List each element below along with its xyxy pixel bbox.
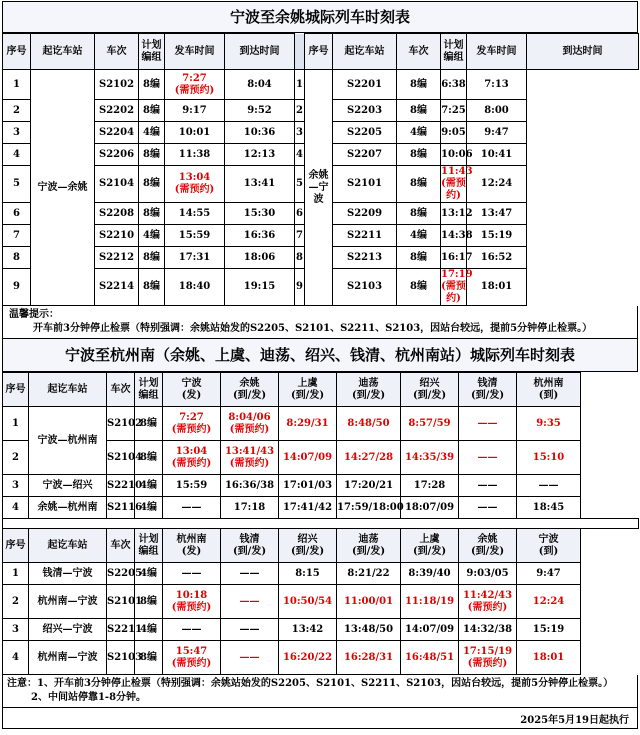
t2-time: —— (459, 441, 517, 475)
t2-down-header-cell: 宁波 (到) (517, 529, 581, 563)
t2-spacer (3, 519, 639, 529)
t1-cars: 4编 (397, 225, 441, 247)
t1-h-seq-left: 序号 (3, 34, 31, 70)
table1-title: 宁波至余姚城际列车时刻表 (2, 1, 638, 33)
t2-down-row (3, 585, 639, 619)
t1-train: S2101 (333, 166, 397, 203)
t1-seq: 4 (295, 144, 305, 166)
t1-dep: 9:05 (441, 122, 467, 144)
t2-time: 15:47 (需预约) (163, 641, 221, 675)
t1-train: S2205 (333, 122, 397, 144)
t1-train: S2213 (333, 247, 397, 269)
t2-time: —— (163, 619, 221, 641)
t2-time: —— (163, 563, 221, 585)
t1-h-plan-right: 计划 编组 (441, 34, 467, 70)
t1-dep: 14:38 (441, 225, 467, 247)
t2-down-header-cell: 车次 (107, 529, 135, 563)
t2-time: 8:48/50 (337, 407, 401, 441)
t2-train: S2101 (107, 585, 135, 619)
t1-seq: 9 (295, 269, 305, 306)
t1-seq: 6 (3, 203, 31, 225)
t2-route: 杭州南—宁波 (29, 585, 107, 619)
t1-seq: 2 (3, 100, 31, 122)
t2-down-row (3, 641, 639, 675)
t2-time: 14:35/39 (401, 441, 459, 475)
t2-down-header-cell: 余姚 (到/发) (459, 529, 517, 563)
table1-body (3, 70, 639, 306)
t1-seq: 1 (295, 70, 305, 100)
t2-up-header-cell: 钱清 (到/发) (459, 373, 517, 407)
t2-down-header-cell: 杭州南 (发) (163, 529, 221, 563)
t2-up-header (3, 373, 639, 407)
t2-time: 15:19 (517, 619, 581, 641)
t1-cars: 8编 (397, 203, 441, 225)
t2-seq: 4 (3, 641, 29, 675)
t1-seq: 9 (3, 269, 31, 306)
t1-seq: 5 (295, 166, 305, 203)
t2-down-header-cell: 序号 (3, 529, 29, 563)
t1-dep: 14:55 (165, 203, 225, 225)
t2-time: 8:39/40 (401, 563, 459, 585)
t2-time: —— (163, 497, 221, 519)
t1-arr: 8:00 (467, 100, 527, 122)
t2-up-header-cell: 计划 编组 (135, 373, 163, 407)
t1-dep: 9:17 (165, 100, 225, 122)
t2-time: 11:18/19 (401, 585, 459, 619)
t2-time: 13:42 (279, 619, 337, 641)
t1-dep: 10:06 (441, 144, 467, 166)
t1-cars: 8编 (139, 100, 165, 122)
t1-train: S2203 (333, 100, 397, 122)
t1-arr: 10:41 (467, 144, 527, 166)
t1-dep: 7:25 (441, 100, 467, 122)
t1-arr: 13:47 (467, 203, 527, 225)
t1-h-train-left: 车次 (95, 34, 139, 70)
t2-route: 余姚—杭州南 (29, 497, 107, 519)
t1-arr: 13:41 (225, 166, 295, 203)
t1-dep: 17:19 (需预约) (441, 269, 473, 304)
t1-arr: 16:52 (467, 247, 527, 269)
t1-h-arr-left: 到达时间 (225, 34, 295, 70)
t1-train: S2208 (95, 203, 139, 225)
t1-arr: 9:47 (467, 122, 527, 144)
t1-arr: 12:24 (467, 166, 527, 203)
t2-down-header-cell: 计划 编组 (135, 529, 163, 563)
t1-arr: 15:30 (225, 203, 295, 225)
t1-seq: 6 (295, 203, 305, 225)
t2-time: 10:18 (需预约) (163, 585, 221, 619)
t1-h-dep-left: 发车时间 (165, 34, 225, 70)
t2-route: 杭州南—宁波 (29, 641, 107, 675)
t2-time: 16:28/31 (337, 641, 401, 675)
t2-seq: 4 (3, 497, 29, 519)
t2-route: 宁波—绍兴 (29, 475, 107, 497)
t1-cars: 8编 (139, 203, 165, 225)
t1-seq: 3 (295, 122, 305, 144)
t2-time: 12:24 (517, 585, 581, 619)
t1-cars: 4编 (139, 122, 165, 144)
table2 (2, 372, 639, 675)
t1-arr: 9:52 (225, 100, 295, 122)
t2-cars: 8编 (135, 641, 163, 675)
t2-train: S2104 (107, 441, 135, 475)
t1-seq: 1 (3, 70, 31, 100)
t2-time: 17:15/19 (需预约) (459, 641, 517, 675)
t2-time: 18:01 (517, 641, 581, 675)
t2-time: 16:20/22 (279, 641, 337, 675)
t2-down-header-cell: 钱清 (到/发) (221, 529, 279, 563)
t1-dep: 11:38 (165, 144, 225, 166)
t2-time: 14:07/09 (279, 441, 337, 475)
t1-arr: 18:01 (467, 269, 527, 306)
t2-time: 17:01/03 (279, 475, 337, 497)
t2-up-row (3, 407, 639, 441)
t1-train: S2207 (333, 144, 397, 166)
t1-train: S2214 (95, 269, 139, 306)
t1-cars: 8编 (139, 269, 165, 306)
effective-date: 2025年5月19日起执行 (2, 708, 638, 729)
t2-cars: 4编 (135, 497, 163, 519)
t2-up-header-cell: 宁波 (发) (163, 373, 221, 407)
t1-dep: 6:38 (441, 70, 467, 100)
table2-title: 宁波至杭州南（余姚、上虞、迪荡、绍兴、钱清、杭州南站）城际列车时刻表 (2, 339, 638, 372)
t1-seq: 2 (295, 100, 305, 122)
table2-body (3, 373, 639, 675)
t1-note-label: 温馨提示： (9, 309, 59, 320)
t2-notes (2, 675, 638, 708)
t1-train: S2201 (333, 70, 397, 100)
t2-time: 15:10 (517, 441, 581, 475)
t1-cars: 4编 (397, 122, 441, 144)
t1-h-route-left: 起讫车站 (31, 34, 95, 70)
t1-cars: 8编 (397, 70, 441, 100)
t2-down-row (3, 619, 639, 641)
t1-dep: 18:40 (165, 269, 225, 306)
t2-time: —— (459, 475, 517, 497)
t2-up-row (3, 475, 639, 497)
t2-cars: 4编 (135, 475, 163, 497)
t2-down-header-cell: 上虞 (到/发) (401, 529, 459, 563)
t2-cars: 4编 (135, 619, 163, 641)
t1-dep: 15:59 (165, 225, 225, 247)
t1-train: S2209 (333, 203, 397, 225)
t1-h-train-right: 车次 (397, 34, 441, 70)
t2-cars: 8编 (135, 585, 163, 619)
t1-dep: 13:04 (需预约) (165, 166, 225, 203)
table1 (2, 33, 639, 306)
t1-cars: 8编 (397, 247, 441, 269)
t1-seq: 7 (295, 225, 305, 247)
t2-time: 9:35 (517, 407, 581, 441)
t2-up-header-cell: 迪荡 (到/发) (337, 373, 401, 407)
t1-dep: 13:12 (441, 203, 467, 225)
t1-train: S2206 (95, 144, 139, 166)
t2-time: —— (221, 563, 279, 585)
t2-route: 绍兴—宁波 (29, 619, 107, 641)
t1-train: S2204 (95, 122, 139, 144)
t1-seq: 8 (295, 247, 305, 269)
t2-time: 8:04/06 (需预约) (221, 407, 279, 441)
t2-time: 18:07/09 (401, 497, 459, 519)
t2-seq: 3 (3, 475, 29, 497)
t2-route: 钱清—宁波 (29, 563, 107, 585)
t2-time: —— (221, 619, 279, 641)
t1-cars: 8编 (397, 269, 441, 306)
t1-arr: 15:19 (467, 225, 527, 247)
t2-time: 9:47 (517, 563, 581, 585)
t1-arr: 10:36 (225, 122, 295, 144)
t1-cars: 8编 (397, 100, 441, 122)
t1-h-seq-right: 序号 (305, 34, 333, 70)
t2-train: S2205 (107, 563, 135, 585)
t1-separator (295, 34, 305, 70)
t1-note-text: 开车前3分钟停止检票（特别强调：余姚站始发的S2205、S2101、S2211、S2103，因站台较远，提前5分钟停止检票。） (33, 323, 593, 334)
t1-arr: 19:15 (225, 269, 295, 306)
t1-dep: 11:43 (需预约) (441, 166, 473, 201)
t2-seq: 1 (3, 407, 29, 441)
t1-dep: 17:31 (165, 247, 225, 269)
t1-train: S2202 (95, 100, 139, 122)
t2-cars: 8编 (135, 441, 163, 475)
t1-train: S2210 (95, 225, 139, 247)
t2-time: —— (517, 475, 581, 497)
t1-dep: 10:01 (165, 122, 225, 144)
t2-cars: 4编 (135, 563, 163, 585)
t2-up-header-cell: 序号 (3, 373, 29, 407)
t1-h-dep-right: 发车时间 (467, 34, 527, 70)
t1-h-arr-right: 到达时间 (527, 34, 639, 70)
t1-route-left: 宁波—余姚 (31, 70, 95, 306)
t1-train: S2103 (333, 269, 397, 306)
t2-time: 13:41/43 (需预约) (221, 441, 279, 475)
t2-up-header-cell: 余姚 (到/发) (221, 373, 279, 407)
t2-time: 10:50/54 (279, 585, 337, 619)
t2-up-header-cell: 上虞 (到/发) (279, 373, 337, 407)
t2-time: 17:20/21 (337, 475, 401, 497)
t2-down-header-cell: 迪荡 (到/发) (337, 529, 401, 563)
t2-time: 17:41/42 (279, 497, 337, 519)
t1-dep: 7:27 (需预约) (165, 70, 225, 100)
t2-time: 13:48/50 (337, 619, 401, 641)
t1-h-route-right: 起讫车站 (333, 34, 397, 70)
t2-time: 11:00/01 (337, 585, 401, 619)
t2-time: 15:59 (163, 475, 221, 497)
t2-time: 8:57/59 (401, 407, 459, 441)
t2-time: 17:59/18:00 (337, 497, 401, 519)
t2-route: 宁波—杭州南 (29, 407, 107, 475)
t2-cars: 8编 (135, 407, 163, 441)
t2-up-header-cell: 绍兴 (到/发) (401, 373, 459, 407)
t2-time: 17:28 (401, 475, 459, 497)
t2-seq: 1 (3, 563, 29, 585)
t2-time: —— (459, 407, 517, 441)
t2-time: 14:07/09 (401, 619, 459, 641)
t2-train: S2102 (107, 407, 135, 441)
t2-time: 16:48/51 (401, 641, 459, 675)
t1-arr: 12:13 (225, 144, 295, 166)
t2-train: S2116 (107, 497, 135, 519)
t2-up-header-cell: 杭州南 (到) (517, 373, 581, 407)
t2-seq: 2 (3, 441, 29, 475)
t2-train: S2210 (107, 475, 135, 497)
t2-time: 14:32/38 (459, 619, 517, 641)
t2-note-1: 注意：1、开车前3分钟停止检票（特别强调：余姚站始发的S2205、S2101、S2211、S2103，因站台较远，提前5分钟停止检票。） (7, 678, 614, 689)
t2-train: S2103 (107, 641, 135, 675)
t2-time: 8:15 (279, 563, 337, 585)
t1-cars: 8编 (139, 166, 165, 203)
t2-time: —— (221, 585, 279, 619)
t1-arr: 16:36 (225, 225, 295, 247)
t1-seq: 3 (3, 122, 31, 144)
t1-h-plan-left: 计划 编组 (139, 34, 165, 70)
t2-seq: 2 (3, 585, 29, 619)
t2-time: 8:29/31 (279, 407, 337, 441)
t2-time: 8:21/22 (337, 563, 401, 585)
t2-time: —— (221, 641, 279, 675)
t1-notes (2, 306, 638, 339)
t1-cars: 8编 (397, 144, 441, 166)
t2-time: 7:27 (需预约) (163, 407, 221, 441)
t1-cars: 8编 (139, 247, 165, 269)
t1-seq: 7 (3, 225, 31, 247)
t2-time: 13:04 (需预约) (163, 441, 221, 475)
t2-note-2: 2、中间站停靠1-8分钟。 (31, 692, 147, 703)
t1-train: S2212 (95, 247, 139, 269)
t2-down-header (3, 529, 639, 563)
t2-down-header-cell: 绍兴 (到/发) (279, 529, 337, 563)
t1-arr: 18:06 (225, 247, 295, 269)
t1-train: S2102 (95, 70, 139, 100)
timetable-sheet (2, 1, 638, 729)
t2-seq: 3 (3, 619, 29, 641)
t2-up-row (3, 497, 639, 519)
t1-train: S2211 (333, 225, 397, 247)
t1-train: S2104 (95, 166, 139, 203)
t2-time: —— (459, 497, 517, 519)
t1-cars: 8编 (139, 144, 165, 166)
t1-dep: 16:17 (441, 247, 467, 269)
t2-time: 9:03/05 (459, 563, 517, 585)
t1-route-right: 余姚—宁波 (305, 70, 333, 306)
t2-up-header-cell: 起讫车站 (29, 373, 107, 407)
t1-arr: 7:13 (467, 70, 527, 100)
t2-time: 17:18 (221, 497, 279, 519)
t1-cars: 4编 (139, 225, 165, 247)
t2-time: 14:27/28 (337, 441, 401, 475)
t2-down-header-cell: 起讫车站 (29, 529, 107, 563)
t2-time: 16:36/38 (221, 475, 279, 497)
t1-seq: 5 (3, 166, 31, 203)
t1-arr: 8:04 (225, 70, 295, 100)
t2-time: 18:45 (517, 497, 581, 519)
t1-seq: 8 (3, 247, 31, 269)
t1-cars: 8编 (139, 70, 165, 100)
t2-time: 11:42/43 (需预约) (459, 585, 517, 619)
t1-cars: 8编 (397, 166, 441, 203)
t1-seq: 4 (3, 144, 31, 166)
t2-up-header-cell: 车次 (107, 373, 135, 407)
t2-down-row (3, 563, 639, 585)
t1-row (3, 70, 639, 100)
t2-train: S2211 (107, 619, 135, 641)
